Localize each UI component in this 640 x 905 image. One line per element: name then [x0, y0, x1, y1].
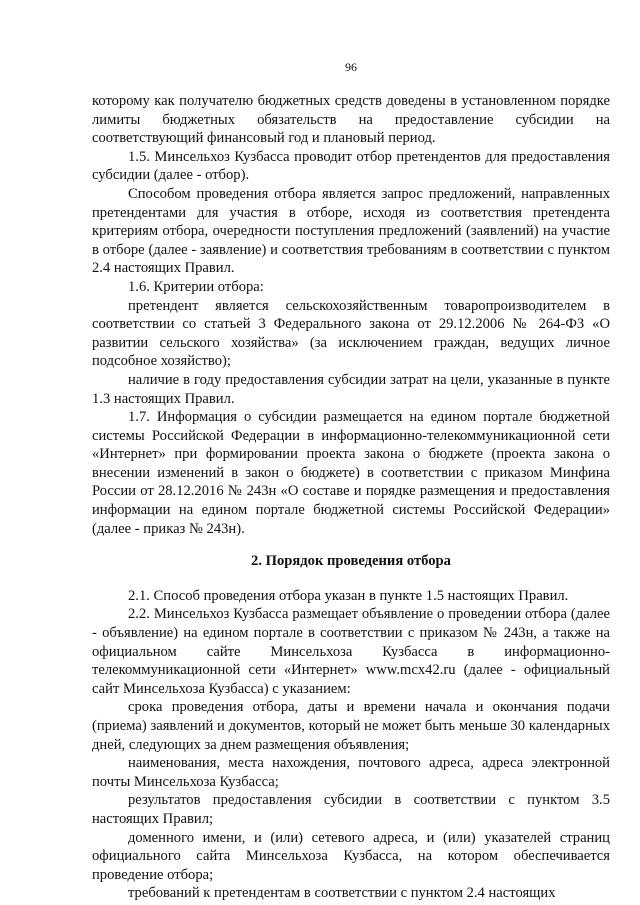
- paragraph: срока проведения отбора, даты и времени начала и окончания подачи (приема) заявлений и документов, который не может быть меньше 30 календарных дней, следующих за днем размещения объявления;: [92, 699, 610, 753]
- paragraph: 1.7. Информация о субсидии размещается на едином портале бюджетной системы Российской Федерации в информационно-телекоммуникационной сети «Интернет» при формировании проекта закона о бюджете (проекта закона о внесении изменений в закон о бюджете) в соответствии с приказом Минфина России от 28.12.2016 № 243н «О составе и порядке размещения и предоставления информации на едином портале бюджетной системы Российской Федерации» (далее - приказ № 243н).: [92, 409, 610, 537]
- section-2-body: [92, 587, 610, 903]
- paragraph: 1.5. Минсельхоз Кузбасса проводит отбор претендентов для предоставления субсидии (далее - отбор).: [92, 148, 610, 184]
- paragraph: Способом проведения отбора является запрос предложений, направленных претендентами для участия в отборе, исходя из соответствия претендента критериям отбора, очередности поступления предложений (заявлений) на участие в отборе (далее - заявление) и соответствия требованиям в соответствии с пунктом 2.4 настоящих Правил.: [92, 185, 610, 277]
- paragraph: 1.6. Критерии отбора:: [128, 278, 264, 295]
- paragraph: наименования, места нахождения, почтового адреса, адреса электронной почты Минсельхоза Кузбасса;: [92, 755, 610, 790]
- paragraph: наличие в году предоставления субсидии затрат на цели, указанные в пункте 1.3 настоящих Правил.: [92, 371, 610, 407]
- paragraph: требований к претендентам в соответствии с пунктом 2.4 настоящих: [128, 885, 556, 902]
- paragraph: которому как получателю бюджетных средств доведены в установленном порядке лимиты бюджетных обязательств на предоставление субсидии на соответствующий финансовый год и плановый период.: [92, 93, 610, 147]
- paragraph: 2.1. Способ проведения отбора указан в пункте 1.5 настоящих Правил.: [128, 587, 569, 604]
- document-page: [92, 60, 610, 903]
- section-1-body: [92, 92, 610, 538]
- page-number: 96: [345, 60, 357, 74]
- paragraph: претендент является сельскохозяйственным товаропроизводителем в соответствии со статьей 3 Федерального закона от 29.12.2006 № 264-ФЗ «О развитии сельского хозяйства» (за исключением граждан, ведущих личное подсобное хозяйство);: [92, 297, 610, 370]
- paragraph: доменного имени, и (или) сетевого адреса, и (или) указателей страниц официального сайта Минсельхоза Кузбасса, на котором обеспечивается проведение отбора;: [92, 829, 610, 883]
- paragraph: результатов предоставления субсидии в соответствии с пунктом 3.5 настоящих Правил;: [92, 792, 610, 827]
- section-2-heading: 2. Порядок проведения отбора: [251, 553, 451, 570]
- paragraph: 2.2. Минсельхоз Кузбасса размещает объявление о проведении отбора (далее - объявление) на едином портале в соответствии с приказом № 243н, а также на официальном сайте Минсельхоза Кузбасса в информационно-телекоммуникационной сети «Интернет» www.mcx42.ru (далее - официальный сайт Минсельхоза Кузбасса) с указанием:: [92, 606, 610, 697]
